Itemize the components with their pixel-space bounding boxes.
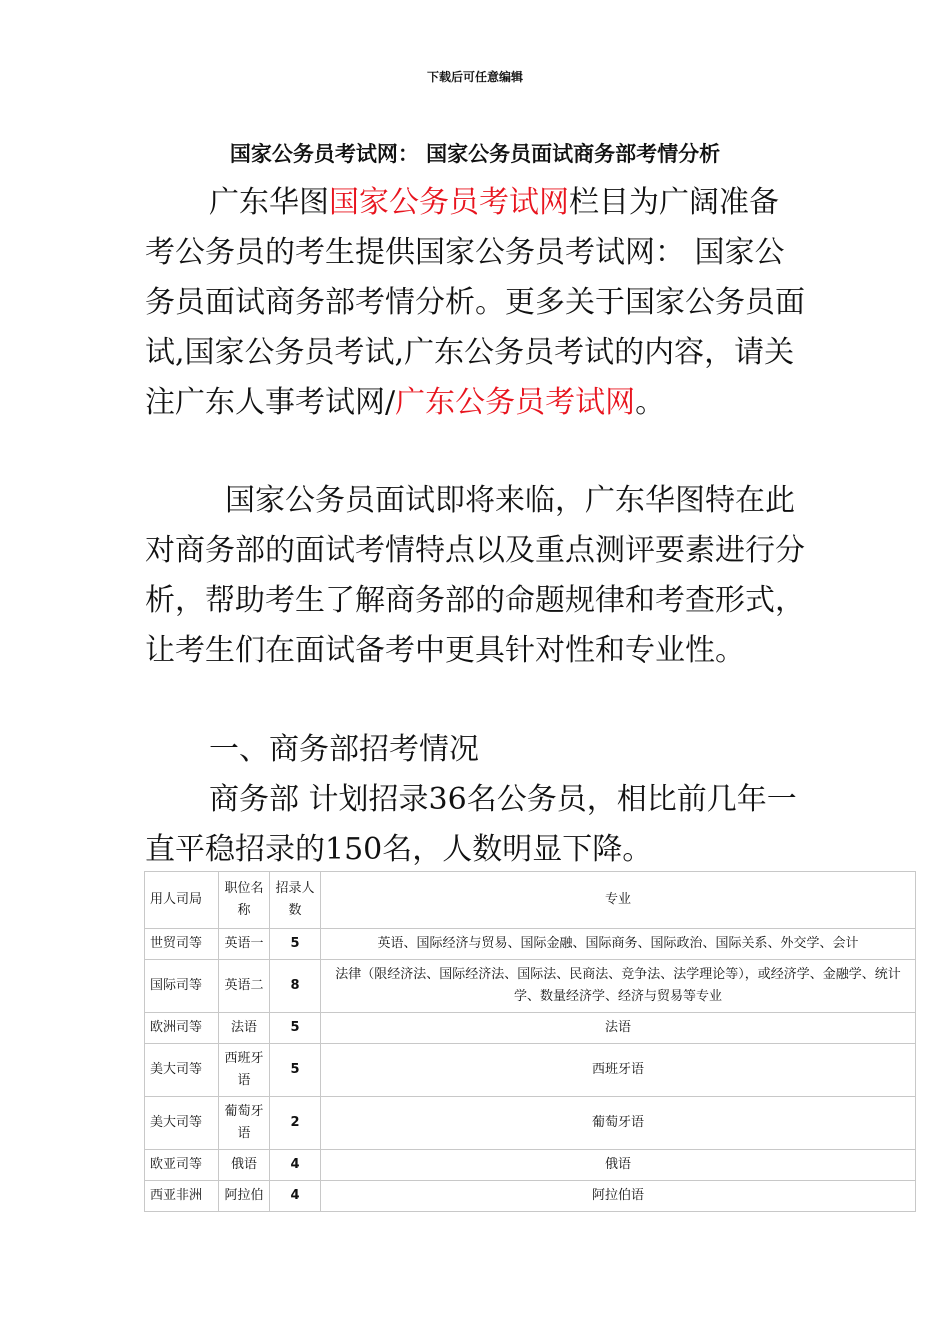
intro-text-3: 。 [635,385,666,420]
cell-major: 俄语 [321,1150,916,1181]
cell-count: 2 [270,1097,321,1150]
table-row [145,1181,916,1212]
header-cell-major: 专业 [321,872,916,929]
section-heading [145,725,805,775]
table-row [145,1097,916,1150]
cell-position: 阿拉伯 [219,1181,270,1212]
cell-dept: 欧洲司等 [145,1013,219,1044]
intro-paragraph [145,178,805,428]
cell-position: 葡萄牙语 [219,1097,270,1150]
cell-position: 英语二 [219,960,270,1013]
cell-count: 5 [270,1044,321,1097]
cell-position: 法语 [219,1013,270,1044]
cell-position: 西班牙语 [219,1044,270,1097]
cell-major: 法语 [321,1013,916,1044]
cell-dept: 世贸司等 [145,929,219,960]
header-cell-count: 招录人数 [270,872,321,929]
table-row [145,929,916,960]
cell-position: 俄语 [219,1150,270,1181]
cell-major: 阿拉伯语 [321,1181,916,1212]
header-cell-dept: 用人司局 [145,872,219,929]
header-note: 下载后可任意编辑 [426,70,523,84]
table-row [145,1044,916,1097]
intro-text-1: 广东华图 [209,185,329,220]
cell-dept: 美大司等 [145,1097,219,1150]
table-row [145,1013,916,1044]
cell-dept: 国际司等 [145,960,219,1013]
table-row [145,1150,916,1181]
section-heading-text: 一、商务部招考情况 [209,732,479,767]
link-guangdong-exam-site[interactable]: 广东公务员考试网 [395,385,636,420]
interview-text: 国家公务员面试即将来临，广东华图特在此对商务部的面试考情特点以及重点测评要素进行分析，帮助考生了解商务部的命题规律和考查形式，让考生们在面试备考中更具针对性和专业性。 [145,483,805,668]
cell-count: 5 [270,1013,321,1044]
cell-major: 葡萄牙语 [321,1097,916,1150]
cell-dept: 西亚非洲 [145,1181,219,1212]
recruitment-table [144,871,916,1212]
table-row [145,960,916,1013]
cell-major: 法律（限经济法、国际经济法、国际法、民商法、竞争法、法学理论等），或经济学、金融学、统计学、数量经济学、经济与贸易等专业 [321,960,916,1013]
cell-dept: 美大司等 [145,1044,219,1097]
intro-text-2: 栏目为广阔准备考公务员的考生提供国家公务员考试网： 国家公务员面试商务部考情分析。更多关于国家公务员面试,国家公务员考试,广东公务员考试的内容，请关注广东人事考试网/ [145,185,805,420]
table-header-row [145,872,916,929]
cell-count: 5 [270,929,321,960]
cell-position: 英语一 [219,929,270,960]
page-title: 国家公务员考试网： 国家公务员面试商务部考情分析 [229,142,721,166]
recruit-text: 商务部 计划招录36名公务员，相比前几年一直平稳招录的150名，人数明显下降。 [145,782,797,867]
link-civil-exam-site[interactable]: 国家公务员考试网 [329,185,569,220]
cell-count: 8 [270,960,321,1013]
interview-paragraph [145,476,805,676]
cell-count: 4 [270,1181,321,1212]
recruit-paragraph [145,775,805,875]
header-cell-position: 职位名称 [219,872,270,929]
cell-count: 4 [270,1150,321,1181]
cell-dept: 欧亚司等 [145,1150,219,1181]
cell-major: 英语、国际经济与贸易、国际金融、国际商务、国际政治、国际关系、外交学、会计 [321,929,916,960]
cell-major: 西班牙语 [321,1044,916,1097]
